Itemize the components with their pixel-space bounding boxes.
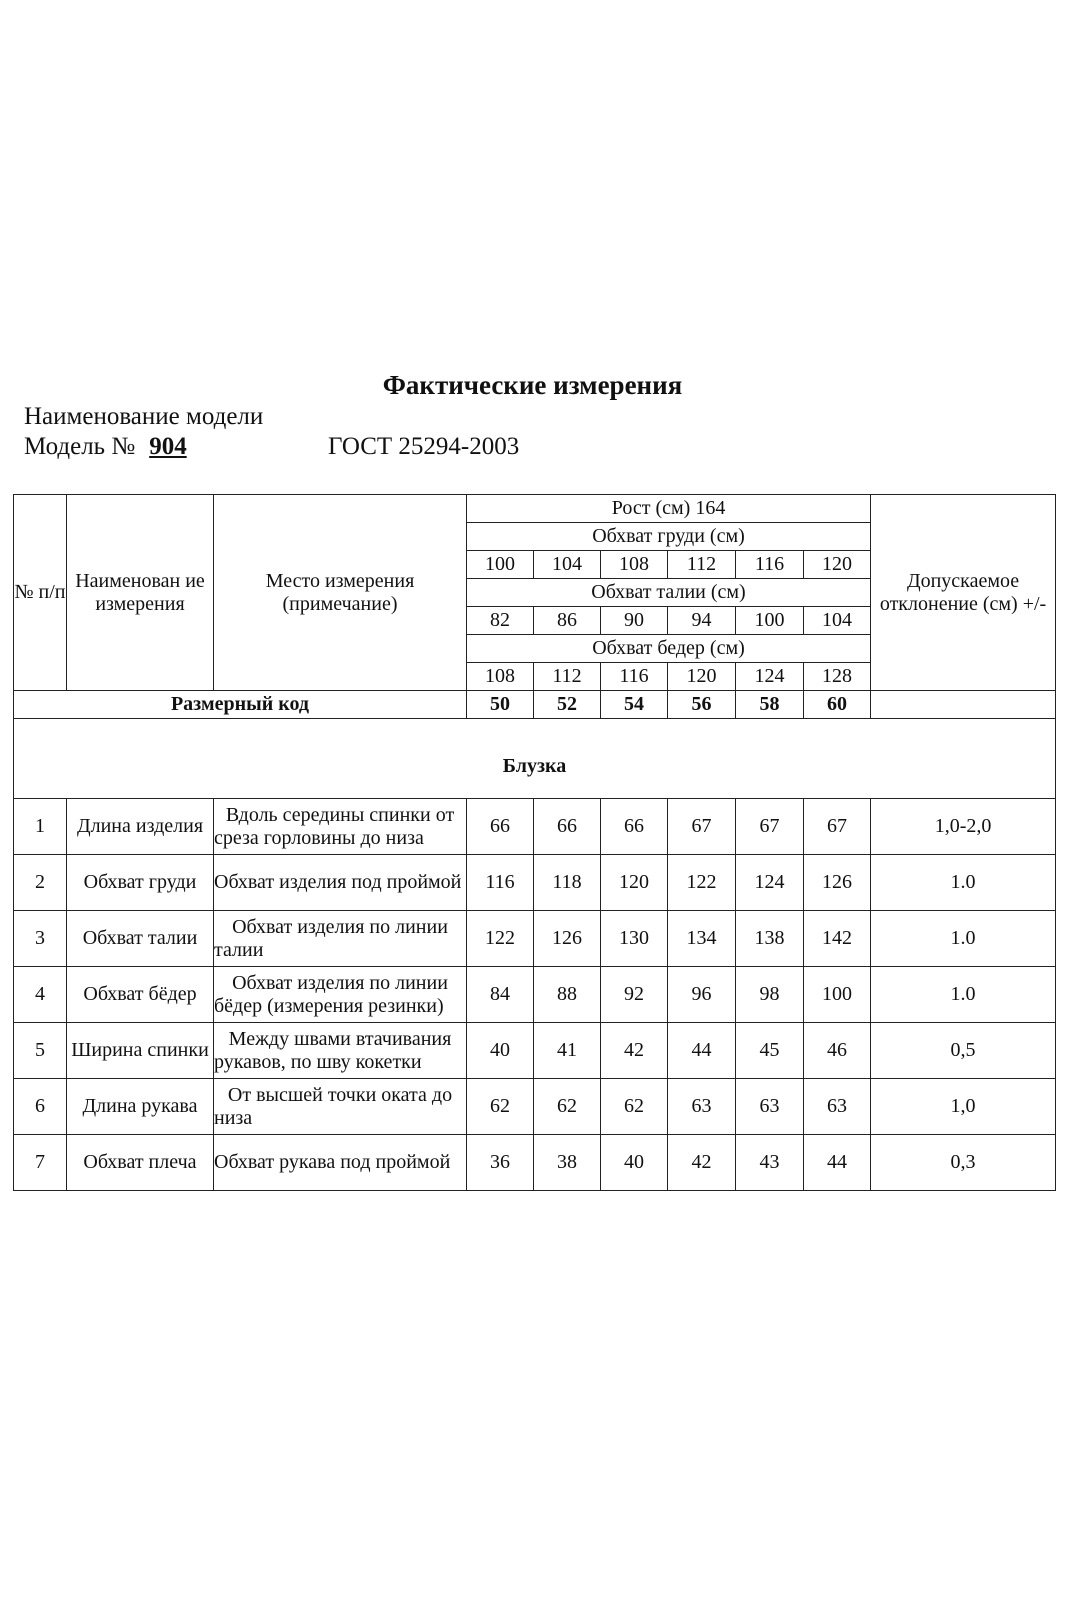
row-value: 124 bbox=[736, 855, 804, 911]
row-value: 130 bbox=[601, 911, 668, 967]
row-value: 44 bbox=[668, 1023, 736, 1079]
row-value: 88 bbox=[534, 967, 601, 1023]
size-code: 56 bbox=[668, 691, 736, 719]
row-tolerance: 0,3 bbox=[871, 1135, 1056, 1191]
model-line bbox=[24, 433, 191, 461]
header-row-height bbox=[14, 495, 1056, 523]
section-title: Блузка bbox=[14, 719, 1056, 799]
table-row bbox=[14, 799, 1056, 855]
size-code-row bbox=[14, 691, 1056, 719]
waist-value: 100 bbox=[736, 607, 804, 635]
row-value: 67 bbox=[804, 799, 871, 855]
row-tolerance: 0,5 bbox=[871, 1023, 1056, 1079]
header-chest-label: Обхват груди (см) bbox=[467, 523, 871, 551]
row-value: 138 bbox=[736, 911, 804, 967]
row-tolerance: 1.0 bbox=[871, 911, 1056, 967]
table-row bbox=[14, 911, 1056, 967]
chest-value: 120 bbox=[804, 551, 871, 579]
row-value: 98 bbox=[736, 967, 804, 1023]
row-tolerance: 1.0 bbox=[871, 967, 1056, 1023]
header-measurement-name: Наименован ие измерения bbox=[67, 495, 214, 691]
hips-value: 128 bbox=[804, 663, 871, 691]
row-value: 92 bbox=[601, 967, 668, 1023]
table-row bbox=[14, 1023, 1056, 1079]
hips-value: 108 bbox=[467, 663, 534, 691]
row-value: 40 bbox=[601, 1135, 668, 1191]
row-value: 84 bbox=[467, 967, 534, 1023]
row-value: 66 bbox=[601, 799, 668, 855]
document-title: Фактические измерения bbox=[382, 370, 683, 400]
waist-value: 104 bbox=[804, 607, 871, 635]
row-value: 45 bbox=[736, 1023, 804, 1079]
row-num: 6 bbox=[14, 1079, 67, 1135]
row-value: 38 bbox=[534, 1135, 601, 1191]
row-measurement-name: Обхват талии bbox=[67, 911, 214, 967]
hips-value: 124 bbox=[736, 663, 804, 691]
row-value: 134 bbox=[668, 911, 736, 967]
row-value: 116 bbox=[467, 855, 534, 911]
table-row bbox=[14, 855, 1056, 911]
row-value: 122 bbox=[467, 911, 534, 967]
row-value: 41 bbox=[534, 1023, 601, 1079]
row-value: 126 bbox=[804, 855, 871, 911]
waist-value: 86 bbox=[534, 607, 601, 635]
row-note: Обхват рукава под проймой bbox=[214, 1135, 467, 1191]
row-tolerance: 1.0 bbox=[871, 855, 1056, 911]
chest-value: 112 bbox=[668, 551, 736, 579]
chest-value: 116 bbox=[736, 551, 804, 579]
row-value: 62 bbox=[601, 1079, 668, 1135]
table-row bbox=[14, 1135, 1056, 1191]
row-num: 2 bbox=[14, 855, 67, 911]
model-name-label: Наименование модели bbox=[24, 403, 264, 430]
model-number: 904 bbox=[149, 433, 187, 460]
row-value: 96 bbox=[668, 967, 736, 1023]
size-code: 54 bbox=[601, 691, 668, 719]
row-num: 4 bbox=[14, 967, 67, 1023]
row-value: 67 bbox=[668, 799, 736, 855]
row-tolerance: 1,0-2,0 bbox=[871, 799, 1056, 855]
row-value: 142 bbox=[804, 911, 871, 967]
row-value: 126 bbox=[534, 911, 601, 967]
row-note: Обхват изделия под проймой bbox=[214, 855, 467, 911]
row-value: 62 bbox=[467, 1079, 534, 1135]
waist-value: 82 bbox=[467, 607, 534, 635]
measurements-table bbox=[13, 494, 1056, 1191]
row-note: Обхват изделия по линии талии bbox=[214, 911, 467, 967]
row-value: 46 bbox=[804, 1023, 871, 1079]
hips-value: 120 bbox=[668, 663, 736, 691]
row-num: 5 bbox=[14, 1023, 67, 1079]
row-value: 40 bbox=[467, 1023, 534, 1079]
header-tolerance: Допускаемое отклонение (см) +/- bbox=[871, 495, 1056, 691]
row-num: 7 bbox=[14, 1135, 67, 1191]
row-value: 120 bbox=[601, 855, 668, 911]
waist-value: 90 bbox=[601, 607, 668, 635]
row-note: Вдоль середины спинки от среза горловины до низа bbox=[214, 799, 467, 855]
row-num: 1 bbox=[14, 799, 67, 855]
size-code: 58 bbox=[736, 691, 804, 719]
gost-standard: ГОСТ 25294-2003 bbox=[328, 433, 520, 460]
size-code: 50 bbox=[467, 691, 534, 719]
row-num: 3 bbox=[14, 911, 67, 967]
size-code-tolerance-empty bbox=[871, 691, 1056, 719]
row-measurement-name: Обхват плеча bbox=[67, 1135, 214, 1191]
row-note: От высшей точки оката до низа bbox=[214, 1079, 467, 1135]
row-value: 63 bbox=[804, 1079, 871, 1135]
row-note: Обхват изделия по линии бёдер (измерения резинки) bbox=[214, 967, 467, 1023]
row-value: 122 bbox=[668, 855, 736, 911]
model-label: Модель № bbox=[24, 433, 136, 460]
row-value: 67 bbox=[736, 799, 804, 855]
row-value: 66 bbox=[467, 799, 534, 855]
hips-value: 112 bbox=[534, 663, 601, 691]
header-measurement-place: Место измерения (примечание) bbox=[214, 495, 467, 691]
header-num: № п/п bbox=[14, 495, 67, 691]
size-code: 60 bbox=[804, 691, 871, 719]
row-note: Между швами втачивания рукавов, по шву кокетки bbox=[214, 1023, 467, 1079]
header-hips-label: Обхват бедер (см) bbox=[467, 635, 871, 663]
header-waist-label: Обхват талии (см) bbox=[467, 579, 871, 607]
hips-value: 116 bbox=[601, 663, 668, 691]
row-measurement-name: Длина рукава bbox=[67, 1079, 214, 1135]
header-height: Рост (см) 164 bbox=[467, 495, 871, 523]
row-value: 100 bbox=[804, 967, 871, 1023]
waist-value: 94 bbox=[668, 607, 736, 635]
chest-value: 108 bbox=[601, 551, 668, 579]
row-value: 42 bbox=[668, 1135, 736, 1191]
section-row bbox=[14, 719, 1056, 799]
row-value: 118 bbox=[534, 855, 601, 911]
chest-value: 104 bbox=[534, 551, 601, 579]
row-value: 43 bbox=[736, 1135, 804, 1191]
row-value: 62 bbox=[534, 1079, 601, 1135]
table-row bbox=[14, 1079, 1056, 1135]
row-value: 36 bbox=[467, 1135, 534, 1191]
row-value: 44 bbox=[804, 1135, 871, 1191]
row-measurement-name: Обхват груди bbox=[67, 855, 214, 911]
size-code-label: Размерный код bbox=[14, 691, 467, 719]
size-code: 52 bbox=[534, 691, 601, 719]
chest-value: 100 bbox=[467, 551, 534, 579]
row-value: 66 bbox=[534, 799, 601, 855]
row-measurement-name: Обхват бёдер bbox=[67, 967, 214, 1023]
table-row bbox=[14, 967, 1056, 1023]
row-value: 63 bbox=[668, 1079, 736, 1135]
row-measurement-name: Длина изделия bbox=[67, 799, 214, 855]
row-value: 42 bbox=[601, 1023, 668, 1079]
row-tolerance: 1,0 bbox=[871, 1079, 1056, 1135]
row-value: 63 bbox=[736, 1079, 804, 1135]
row-measurement-name: Ширина спинки bbox=[67, 1023, 214, 1079]
